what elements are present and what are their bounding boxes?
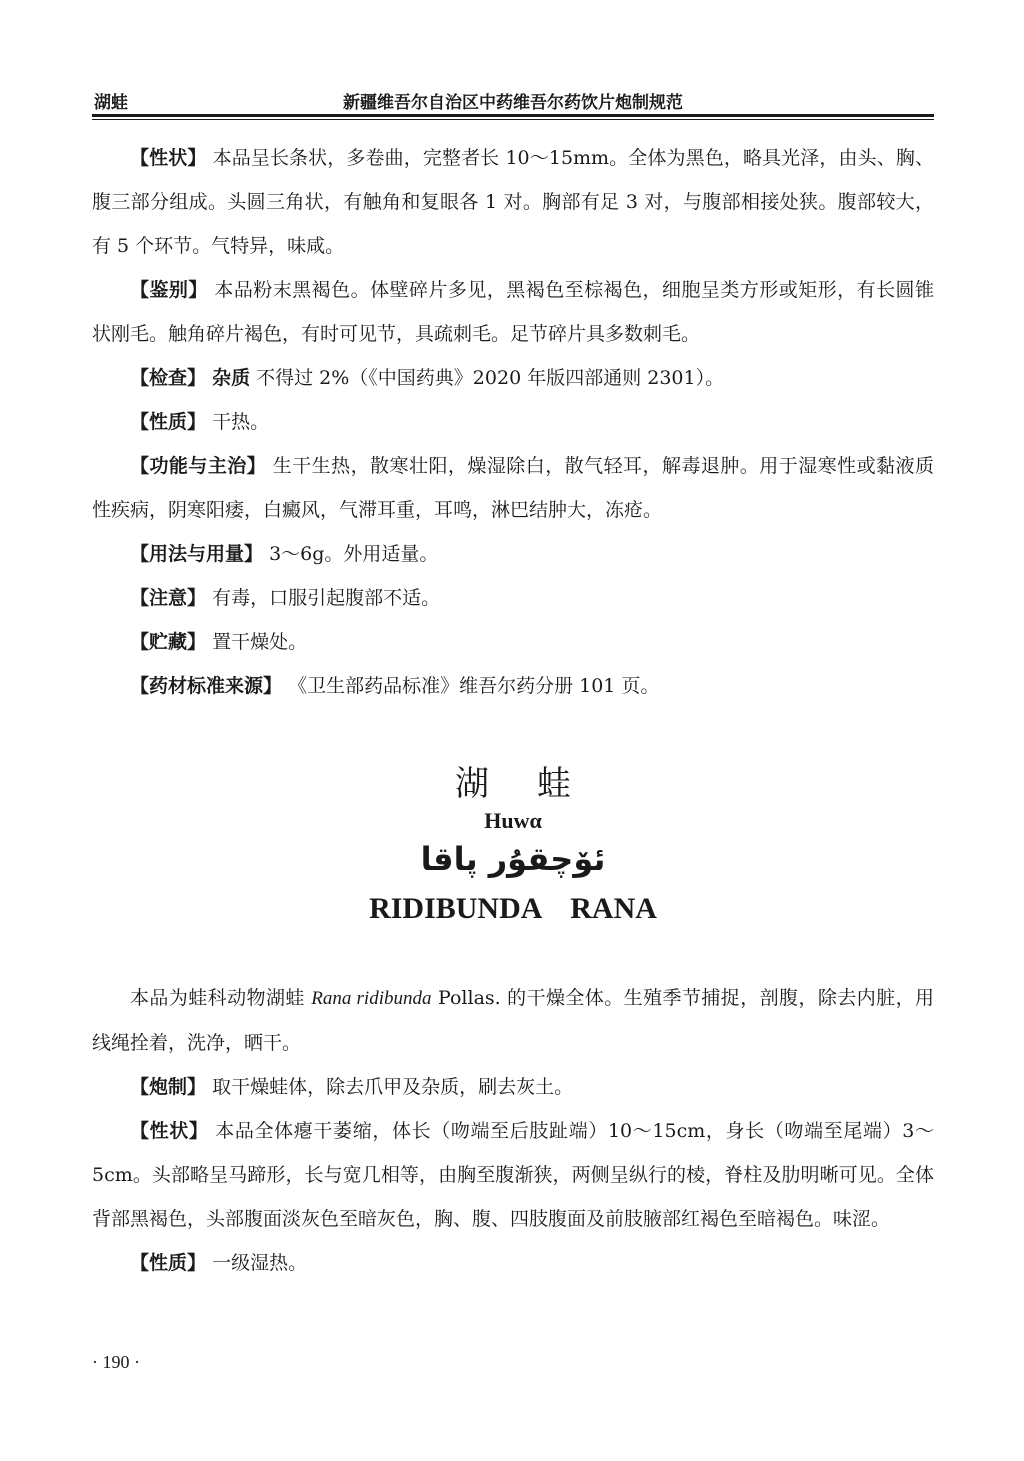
previous-entry <box>92 136 934 708</box>
entry-paozhi-paragraph <box>92 1065 934 1109</box>
entry-title-latin: RIDIBUNDA RANA <box>369 892 657 925</box>
prev-jianbie-text: 本品粉末黑褐色。体壁碎片多见，黑褐色至棕褐色，细胞呈类方形或矩形，有长圆锥状刚毛。触角碎片褐色，有时可见节，具疏刺毛。足节碎片具多数刺毛。 <box>92 279 934 345</box>
entry-xingzhuang-text: 本品全体瘪干萎缩，体长（吻端至后肢趾端）10～15cm，身长（吻端至尾端）3～5cm。头部略呈马蹄形，长与宽几相等，由胸至腹渐狭，两侧呈纵行的棱，脊柱及肋明晰可见。全体背部黑褐色，头部腹面淡灰色至暗灰色，胸、腹、四肢腹面及前肢腋部红褐色至暗褐色。味涩。 <box>92 1120 934 1230</box>
entry-xingzhuang-label: 【性状】 <box>130 1120 209 1142</box>
current-entry <box>92 976 934 1285</box>
prev-gongneng-paragraph <box>92 444 934 532</box>
prev-gongneng-text: 生干生热，散寒壮阳，燥湿除白，散气轻耳，解毒退肿。用于湿寒性或黏液质性疾病，阴寒阳痿，白癜风，气滞耳重，耳鸣，淋巴结肿大，冻疮。 <box>92 455 934 521</box>
page-number: · 190 · <box>92 1352 140 1372</box>
entry-intro-after: Pollas. 的干燥全体。生殖季节捕捉，剖腹，除去内脏，用线绳拴着，洗净，晒干。 <box>92 987 934 1054</box>
prev-zhuyi-text: 有毒，口服引起腹部不适。 <box>212 587 441 609</box>
entry-title-uyghur: ئۆچقۇر پاقا <box>420 840 606 878</box>
prev-zhuyi-label: 【注意】 <box>130 587 207 609</box>
prev-gongneng-label: 【功能与主治】 <box>130 455 267 477</box>
header-entry-name: 湖蛙 <box>94 93 128 113</box>
prev-xingzhi-text: 干热。 <box>212 411 270 433</box>
entry-intro-before: 本品为蛙科动物湖蛙 <box>130 987 312 1009</box>
prev-jiancha-label: 【检查】 <box>130 367 207 389</box>
prev-jianbie-label: 【鉴别】 <box>130 279 208 301</box>
prev-zhucang-label: 【贮藏】 <box>130 631 207 653</box>
prev-jiancha-sub: 杂质 <box>212 367 251 389</box>
prev-zhucang-text: 置干燥处。 <box>212 631 308 653</box>
entry-title-chinese: 湖蛙 <box>455 764 619 804</box>
prev-jiancha-text: 不得过 2%（《中国药典》2020 年版四部通则 2301）。 <box>256 367 725 389</box>
header-book-title: 新疆维吾尔自治区中药维吾尔药饮片炮制规范 <box>343 93 683 113</box>
entry-intro-paragraph <box>92 976 934 1065</box>
prev-xingzhuang-text: 本品呈长条状，多卷曲，完整者长 10～15mm。全体为黑色，略具光泽，由头、胸、腹三部分组成。头圆三角状，有触角和复眼各 1 对。胸部有足 3 对，与腹部相接处狭。腹部较大，有 5 个环节。气特异，味咸。 <box>92 147 934 257</box>
header-rule-thick <box>92 114 934 117</box>
entry-xingzhi-paragraph <box>92 1241 934 1285</box>
entry-title-pinyin: Huwα <box>484 808 542 833</box>
entry-xingzhi-text: 一级湿热。 <box>212 1252 308 1274</box>
running-header <box>92 84 934 114</box>
prev-yongfa-label: 【用法与用量】 <box>130 543 264 565</box>
prev-jiancha-paragraph <box>92 356 934 400</box>
entry-paozhi-text: 取干燥蛙体，除去爪甲及杂质，刷去灰土。 <box>212 1076 574 1098</box>
prev-xingzhi-paragraph <box>92 400 934 444</box>
prev-yongfa-paragraph <box>92 532 934 576</box>
prev-laiyuan-text: 《卫生部药品标准》维吾尔药分册 101 页。 <box>288 675 660 697</box>
prev-xingzhi-label: 【性质】 <box>130 411 207 433</box>
prev-jianbie-paragraph <box>92 268 934 356</box>
entry-intro-latin-name: Rana ridibunda <box>311 988 432 1009</box>
entry-paozhi-label: 【炮制】 <box>130 1076 207 1098</box>
prev-yongfa-text: 3～6g。外用适量。 <box>269 543 439 565</box>
prev-zhuyi-paragraph <box>92 576 934 620</box>
prev-zhucang-paragraph <box>92 620 934 664</box>
prev-xingzhuang-label: 【性状】 <box>130 147 207 169</box>
entry-xingzhi-label: 【性质】 <box>130 1252 207 1274</box>
prev-xingzhuang-paragraph <box>92 136 934 268</box>
prev-laiyuan-label: 【药材标准来源】 <box>130 675 283 697</box>
prev-laiyuan-paragraph <box>92 664 934 708</box>
header-rule-thin <box>92 119 934 120</box>
entry-xingzhuang-paragraph <box>92 1109 934 1241</box>
